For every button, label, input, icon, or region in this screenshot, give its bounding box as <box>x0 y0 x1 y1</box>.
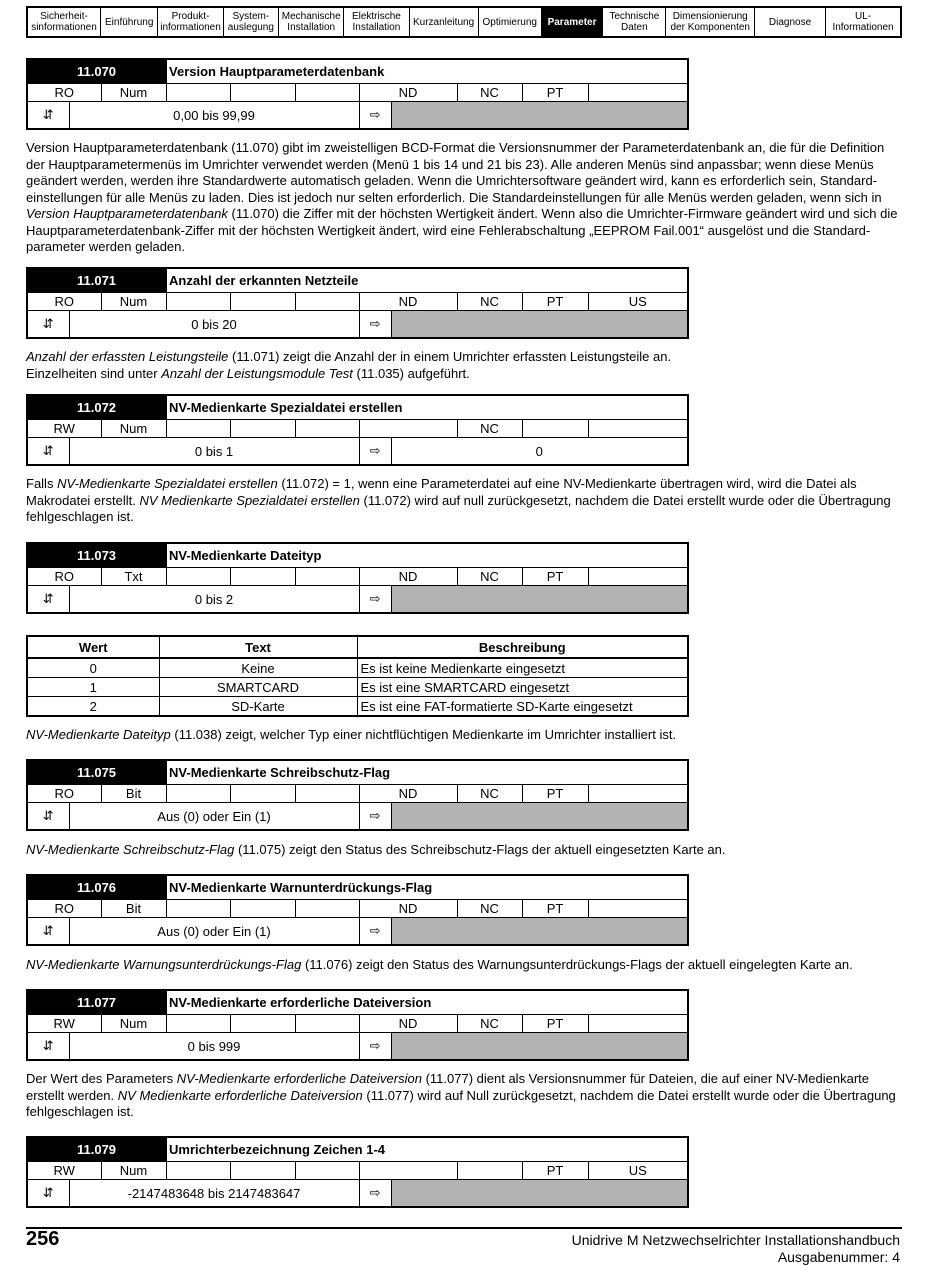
table-cell: 0 <box>27 658 159 678</box>
parameter-block-11-079 <box>26 1136 687 1208</box>
attribute-cell: PT <box>522 1161 588 1180</box>
attribute-row <box>27 419 688 438</box>
nav-tab-optimierung[interactable]: Optimierung <box>479 8 542 36</box>
range-value: Aus (0) oder Ein (1) <box>69 803 359 831</box>
parameter-title: NV-Medienkarte Warnunterdrückungs-Flag <box>166 875 688 899</box>
desc-11070: Version Hauptparameterdatenbank (11.070) gibt im zweistelligen BCD-Format die Versionsnummer der Parameterdatenbank an, die für die Definition der Hauptparametermenüs im Umrichter verwendet werden (Menü 1 bis 14 und 21 bis 23). Alle anderen Menüs sind anpassbar; wenn diese Menüs geändert werden, werden ihre Standardwerte automatisch geladen. Wenn die Umrichtersoftware geändert wird, kann es erforderlich sein, Standard-einstellungen für alle Menüs zu laden. Dies ist jedoch nur selten erforderlich. Die Standardeinstellungen für alle Menüs werden geladen, wenn sich in Version Hauptparameterdatenbank (11.070) die Ziffer mit der höchsten Wertigkeit ändert. Wenn also die Umrichter-Firmware geändert wird und sich die Hauptparameterdatenbank-Ziffer mit der höchsten Wertigkeit ändert, wird eine Fehlerabschaltung „EEPROM Fail.001“ ausgelöst und die Standard-parameter werden geladen. <box>26 140 898 254</box>
attribute-cell: Bit <box>101 784 166 803</box>
default-value <box>391 1180 688 1208</box>
desc-11075: NV-Medienkarte Schreibschutz-Flag (11.075) zeigt den Status des Schreibschutz-Flags der aktuell eingesetzten Karte an. <box>26 842 726 857</box>
range-value: 0 bis 2 <box>69 586 359 614</box>
attribute-cell: Num <box>101 292 166 311</box>
attribute-cell: RW <box>27 1161 101 1180</box>
parameter-title: NV-Medienkarte Spezialdatei erstellen <box>166 395 688 419</box>
attribute-cell: NC <box>457 419 522 438</box>
parameter-block-11-071 <box>26 267 687 339</box>
arrow-right-icon: ⇨ <box>359 311 391 339</box>
attribute-cell: Txt <box>101 567 166 586</box>
parameter-block-11-076 <box>26 874 687 946</box>
parameter-number: 11.073 <box>27 543 166 567</box>
updown-icon: ⇵ <box>27 438 69 466</box>
attribute-cell <box>295 1161 359 1180</box>
attribute-cell <box>295 292 359 311</box>
attribute-cell <box>230 419 295 438</box>
attribute-cell <box>295 899 359 918</box>
parameter-table <box>26 874 689 946</box>
table-cell: Es ist eine SMARTCARD eingesetzt <box>357 678 688 697</box>
attribute-cell <box>166 83 230 102</box>
arrow-right-icon: ⇨ <box>359 102 391 130</box>
attribute-cell: RO <box>27 292 101 311</box>
updown-icon: ⇵ <box>27 1180 69 1208</box>
manual-title: Unidrive M Netzwechselrichter Installationshandbuch <box>571 1232 900 1248</box>
attribute-cell <box>295 419 359 438</box>
parameter-number: 11.079 <box>27 1137 166 1161</box>
updown-icon: ⇵ <box>27 311 69 339</box>
attribute-cell: PT <box>522 1014 588 1033</box>
attribute-cell: PT <box>522 292 588 311</box>
file-type-table <box>26 635 689 717</box>
table-cell: SMARTCARD <box>159 678 357 697</box>
issue-number: Ausgabenummer: 4 <box>777 1249 900 1265</box>
attribute-cell <box>588 784 688 803</box>
attribute-cell: ND <box>359 292 457 311</box>
desc-11077: Der Wert des Parameters NV-Medienkarte erforderliche Dateiversion (11.077) dient als Versionsnummer für Dateien, die auf einer NV-Medienkarte erstellt werden. NV Medienkarte erforderliche Dateiversion (11.077) wird auf Null zurückgesetzt, nachdem die Datei erstellt wurde oder die Übertragung fehlgeschlagen ist. <box>26 1071 896 1119</box>
attribute-cell <box>166 1161 230 1180</box>
attribute-cell <box>295 1014 359 1033</box>
parameter-title: Version Hauptparameterdatenbank <box>166 59 688 83</box>
attribute-cell <box>230 83 295 102</box>
arrow-right-icon: ⇨ <box>359 918 391 946</box>
default-value <box>391 1033 688 1061</box>
column-header: Beschreibung <box>357 636 688 658</box>
attribute-cell <box>588 899 688 918</box>
range-row <box>27 918 688 946</box>
desc-11072: Falls NV-Medienkarte Spezialdatei erstellen (11.072) = 1, wenn eine Parameterdatei auf eine NV-Medienkarte übertragen wird, wird die Datei als Makrodatei erstellt. NV Medienkarte Spezialdatei erstellen (11.072) wird auf null zurückgesetzt, nachdem die Datei erstellt wurde oder die Übertragung fehlgeschlagen ist. <box>26 476 891 524</box>
parameter-table <box>26 542 689 614</box>
attribute-cell: Num <box>101 1014 166 1033</box>
attribute-row <box>27 784 688 803</box>
attribute-cell: RW <box>27 1014 101 1033</box>
attribute-cell <box>359 419 457 438</box>
nav-tab-dimensionierung[interactable]: Dimensionierung der Komponenten <box>666 8 755 36</box>
attribute-cell: RW <box>27 419 101 438</box>
attribute-cell <box>230 1161 295 1180</box>
attribute-cell <box>588 419 688 438</box>
range-row <box>27 311 688 339</box>
default-value <box>391 102 688 130</box>
attribute-cell <box>166 784 230 803</box>
table-header-row <box>27 636 688 658</box>
table-cell: 1 <box>27 678 159 697</box>
parameter-number: 11.077 <box>27 990 166 1014</box>
updown-icon: ⇵ <box>27 102 69 130</box>
parameter-number: 11.072 <box>27 395 166 419</box>
parameter-title: NV-Medienkarte Dateityp <box>166 543 688 567</box>
parameter-block-11-073 <box>26 542 687 614</box>
footer-rule <box>26 1227 902 1229</box>
attribute-cell <box>359 1161 457 1180</box>
range-row <box>27 1180 688 1208</box>
attribute-cell: Bit <box>101 899 166 918</box>
updown-icon: ⇵ <box>27 586 69 614</box>
table-cell: Keine <box>159 658 357 678</box>
attribute-cell: NC <box>457 899 522 918</box>
parameter-number: 11.076 <box>27 875 166 899</box>
attribute-cell: NC <box>457 292 522 311</box>
arrow-right-icon: ⇨ <box>359 586 391 614</box>
attribute-cell <box>588 1014 688 1033</box>
attribute-cell: RO <box>27 784 101 803</box>
attribute-cell: NC <box>457 1014 522 1033</box>
attribute-cell <box>166 567 230 586</box>
attribute-cell <box>295 567 359 586</box>
attribute-row <box>27 292 688 311</box>
attribute-cell: NC <box>457 567 522 586</box>
attribute-cell: PT <box>522 567 588 586</box>
parameter-table <box>26 58 689 130</box>
nav-tab-diagnose[interactable]: Diagnose <box>755 8 826 36</box>
parameter-block-11-070 <box>26 58 687 130</box>
parameter-table <box>26 267 689 339</box>
attribute-cell: ND <box>359 899 457 918</box>
nav-tab-systemauslegung[interactable]: System- auslegung <box>224 8 279 36</box>
range-value: 0,00 bis 99,99 <box>69 102 359 130</box>
updown-icon: ⇵ <box>27 803 69 831</box>
updown-icon: ⇵ <box>27 918 69 946</box>
parameter-title: Umrichterbezeichnung Zeichen 1-4 <box>166 1137 688 1161</box>
range-row <box>27 102 688 130</box>
page-number: 256 <box>26 1228 60 1250</box>
attribute-cell: PT <box>522 899 588 918</box>
parameter-block-11-077 <box>26 989 687 1061</box>
nav-tab-technische-daten[interactable]: Technische Daten <box>603 8 666 36</box>
attribute-cell <box>295 784 359 803</box>
attribute-cell <box>295 83 359 102</box>
attribute-row <box>27 1161 688 1180</box>
range-value: 0 bis 20 <box>69 311 359 339</box>
nav-tab-kurzanleitung[interactable]: Kurzanleitung <box>410 8 479 36</box>
parameter-number: 11.070 <box>27 59 166 83</box>
parameter-block-11-072 <box>26 394 687 466</box>
default-value <box>391 311 688 339</box>
footer-info <box>572 1232 900 1266</box>
attribute-row <box>27 1014 688 1033</box>
table-cell: Es ist eine FAT-formatierte SD-Karte eingesetzt <box>357 697 688 717</box>
nav-tab-elektrische-installation[interactable]: Elektrische Installation <box>344 8 409 36</box>
attribute-cell: RO <box>27 83 101 102</box>
attribute-cell: ND <box>359 1014 457 1033</box>
attribute-cell <box>166 899 230 918</box>
range-row <box>27 1033 688 1061</box>
parameter-title: NV-Medienkarte erforderliche Dateiversion <box>166 990 688 1014</box>
default-value <box>391 586 688 614</box>
table-cell: SD-Karte <box>159 697 357 717</box>
attribute-cell <box>230 567 295 586</box>
default-value: 0 <box>391 438 688 466</box>
table-row <box>27 658 688 678</box>
desc-11071: Anzahl der erfassten Leistungsteile (11.071) zeigt die Anzahl der in einem Umrichter erfassten Leistungsteile an. Einzelheiten sind unter Anzahl der Leistungsmodule Test (11.035) aufgeführt. <box>26 349 672 381</box>
attribute-cell: NC <box>457 83 522 102</box>
range-value: 0 bis 999 <box>69 1033 359 1061</box>
arrow-right-icon: ⇨ <box>359 1033 391 1061</box>
nav-tab-einfuehrung[interactable]: Einführung <box>101 8 158 36</box>
attribute-cell <box>230 784 295 803</box>
attribute-cell <box>230 1014 295 1033</box>
attribute-cell: ND <box>359 784 457 803</box>
table-row <box>27 678 688 697</box>
attribute-cell: Num <box>101 83 166 102</box>
column-header: Text <box>159 636 357 658</box>
arrow-right-icon: ⇨ <box>359 438 391 466</box>
chapter-nav <box>26 6 902 38</box>
parameter-table <box>26 1136 689 1208</box>
attribute-cell <box>230 292 295 311</box>
range-row <box>27 803 688 831</box>
attribute-cell: RO <box>27 899 101 918</box>
arrow-right-icon: ⇨ <box>359 1180 391 1208</box>
parameter-table <box>26 394 689 466</box>
nav-tab-parameter[interactable]: Parameter <box>542 8 603 36</box>
attribute-row <box>27 83 688 102</box>
attribute-cell: RO <box>27 567 101 586</box>
attribute-cell: PT <box>522 83 588 102</box>
attribute-cell <box>588 567 688 586</box>
range-row <box>27 438 688 466</box>
attribute-cell: US <box>588 292 688 311</box>
attribute-cell <box>166 292 230 311</box>
parameter-number: 11.071 <box>27 268 166 292</box>
range-value: Aus (0) oder Ein (1) <box>69 918 359 946</box>
attribute-cell <box>166 1014 230 1033</box>
attribute-cell: ND <box>359 83 457 102</box>
table-cell: Es ist keine Medienkarte eingesetzt <box>357 658 688 678</box>
attribute-row <box>27 899 688 918</box>
desc-11073: NV-Medienkarte Dateityp (11.038) zeigt, welcher Typ einer nichtflüchtigen Medienkarte im Umrichter installiert ist. <box>26 727 677 742</box>
parameter-title: NV-Medienkarte Schreibschutz-Flag <box>166 760 688 784</box>
table-row <box>27 697 688 717</box>
default-value <box>391 918 688 946</box>
attribute-cell: US <box>588 1161 688 1180</box>
desc-11076: NV-Medienkarte Warnungsunterdrückungs-Flag (11.076) zeigt den Status des Warnungsunterdrückungs-Flags der aktuell eingelegten Karte an. <box>26 957 853 972</box>
nav-tab-produktinformationen[interactable]: Produkt- informationen <box>158 8 223 36</box>
attribute-cell <box>166 419 230 438</box>
parameter-title: Anzahl der erkannten Netzteile <box>166 268 688 292</box>
attribute-cell: NC <box>457 784 522 803</box>
attribute-cell: Num <box>101 1161 166 1180</box>
attribute-cell <box>588 83 688 102</box>
parameter-block-11-075 <box>26 759 687 831</box>
parameter-table <box>26 989 689 1061</box>
attribute-cell: PT <box>522 784 588 803</box>
attribute-cell: Num <box>101 419 166 438</box>
table-cell: 2 <box>27 697 159 717</box>
arrow-right-icon: ⇨ <box>359 803 391 831</box>
attribute-cell <box>457 1161 522 1180</box>
attribute-row <box>27 567 688 586</box>
range-value: 0 bis 1 <box>69 438 359 466</box>
attribute-cell <box>230 899 295 918</box>
nav-tab-mechanische-installation[interactable]: Mechanische Installation <box>279 8 344 36</box>
nav-tab-sicherheitsinformationen[interactable]: Sicherheit- sinformationen <box>28 8 101 36</box>
parameter-table <box>26 759 689 831</box>
range-row <box>27 586 688 614</box>
attribute-cell <box>522 419 588 438</box>
updown-icon: ⇵ <box>27 1033 69 1061</box>
range-value: -2147483648 bis 2147483647 <box>69 1180 359 1208</box>
nav-tab-ul-informationen[interactable]: UL- Informationen <box>832 11 894 33</box>
parameter-number: 11.075 <box>27 760 166 784</box>
column-header: Wert <box>27 636 159 658</box>
default-value <box>391 803 688 831</box>
attribute-cell: ND <box>359 567 457 586</box>
